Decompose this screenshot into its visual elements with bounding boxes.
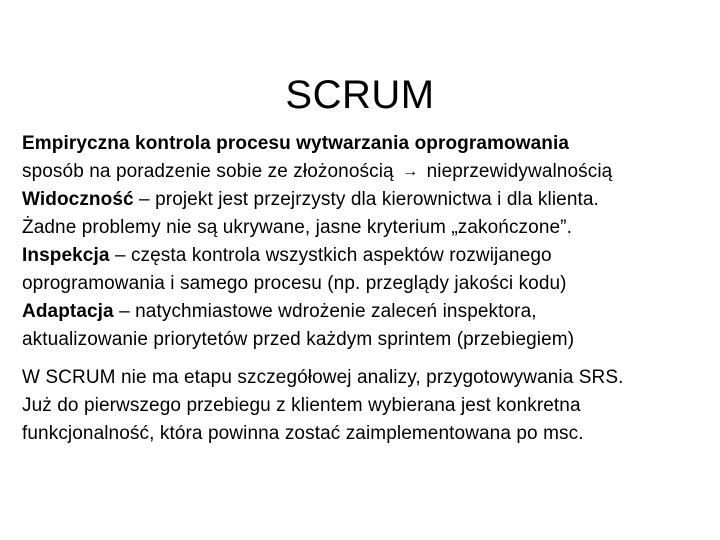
paragraph-spacer [22,354,702,364]
summary-line-2: Już do pierwszego przebiegu z klientem wybierana jest konkretna [22,395,581,416]
adaptation-line-2: aktualizowanie priorytetów przed każdym sprintem (przebiegiem) [22,329,575,350]
summary-line-3: funkcjonalność, która powinna zostać zaimplementowana po msc. [22,423,584,444]
summary-line-1: W SCRUM nie ma etapu szczegółowej analizy, przygotowywania SRS. [22,367,624,388]
adaptation-definition: – natychmiastowe wdrożenie zaleceń inspektora, [113,301,537,322]
inspection-term: Inspekcja [22,245,110,266]
visibility-line-1 [22,186,702,214]
inspection-line-1 [22,242,702,270]
adaptation-line-1 [22,298,702,326]
inspection-line-2: oprogramowania i samego procesu (np. przeglądy jakości kodu) [22,273,567,294]
inspection-definition: – częsta kontrola wszystkich aspektów rozwijanego [109,245,552,266]
visibility-term: Widoczność [22,189,134,210]
empirical-text-before-arrow: sposób na poradzenie sobie ze złożonością [22,161,394,182]
empirical-description [22,158,702,186]
visibility-line-2: Żadne problemy nie są ukrywane, jasne kryterium „zakończone”. [22,217,572,238]
slide-title: SCRUM [285,72,435,117]
visibility-definition: – projekt jest przejrzysty dla kierownictwa i dla klienta. [133,189,599,210]
empirical-text-after-arrow: nieprzewidywalnością [426,161,613,182]
slide-body [22,130,702,448]
empirical-heading: Empiryczna kontrola procesu wytwarzania oprogramowania [22,133,570,154]
adaptation-term: Adaptacja [22,301,114,322]
right-arrow-icon: → [402,163,419,180]
